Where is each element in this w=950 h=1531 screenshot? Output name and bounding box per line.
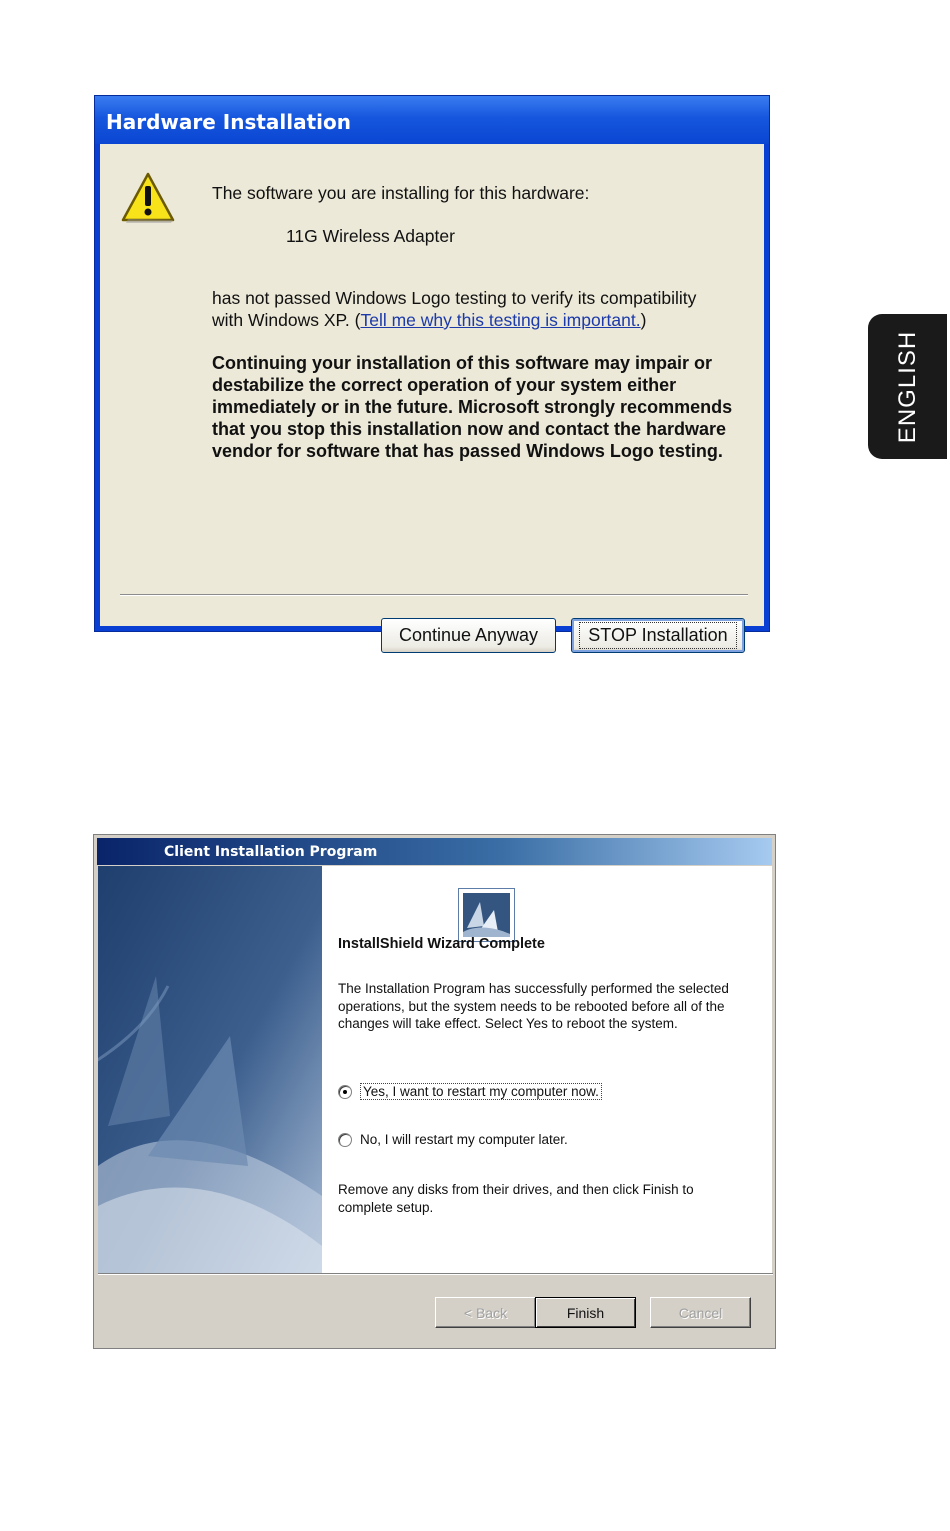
installshield-logo-icon — [458, 888, 515, 942]
finish-instructions: Remove any disks from their drives, and then click Finish to complete setup. — [338, 1182, 694, 1215]
divider — [120, 594, 748, 596]
dialog-body — [100, 144, 764, 645]
title-bar[interactable] — [95, 96, 769, 144]
restart-later-label: No, I will restart my computer later. — [360, 1132, 568, 1147]
wizard-sidebar-image — [98, 866, 322, 1273]
dialog-title: Hardware Installation — [106, 110, 352, 134]
warning-text: Continuing your installation of this software may impair or destabilize the correct operation of your system either immediately or in the future. Microsoft strongly recommends that you stop this installation now and contact the hardware vendor for software that has passed Windows Logo testing. — [212, 353, 733, 461]
wizard-heading: InstallShield Wizard Complete — [338, 936, 545, 952]
stop-installation-button[interactable] — [571, 618, 745, 653]
why-testing-link[interactable]: Tell me why this testing is important. — [360, 310, 641, 330]
client-installation-dialog — [93, 834, 776, 1349]
dialog-title: Client Installation Program — [164, 844, 378, 860]
cancel-button[interactable]: Cancel — [650, 1297, 751, 1328]
notice-line2-suffix: ) — [640, 310, 647, 330]
title-bar[interactable] — [97, 838, 772, 865]
notice-line1: has not passed Windows Logo testing to verify its compatibility — [212, 288, 697, 308]
finish-button[interactable]: Finish — [535, 1297, 636, 1328]
language-tab — [868, 314, 947, 459]
divider — [98, 1273, 773, 1275]
intro-text: The software you are installing for this hardware: — [212, 183, 590, 203]
radio-checked-icon — [338, 1085, 352, 1099]
stop-installation-label: STOP Installation — [579, 622, 736, 649]
restart-now-radio[interactable] — [338, 1083, 602, 1100]
language-label: ENGLISH — [893, 330, 921, 443]
back-button[interactable]: < Back — [435, 1297, 536, 1328]
wizard-content — [322, 866, 772, 1273]
hardware-installation-dialog — [94, 95, 770, 645]
continue-anyway-button[interactable]: Continue Anyway — [381, 618, 556, 653]
logo-testing-notice — [212, 287, 742, 331]
device-name: 11G Wireless Adapter — [286, 226, 455, 246]
notice-line2-prefix: with Windows XP. ( — [212, 310, 361, 330]
reboot-message: The Installation Program has successfully performed the selected operations, but the system needs to be rebooted before all of the changes will take effect. Select Yes to reboot the system. — [338, 981, 729, 1031]
restart-later-radio[interactable] — [338, 1132, 568, 1147]
warning-icon — [120, 170, 176, 226]
restart-now-label: Yes, I want to restart my computer now. — [360, 1083, 602, 1100]
radio-unchecked-icon — [338, 1133, 352, 1147]
